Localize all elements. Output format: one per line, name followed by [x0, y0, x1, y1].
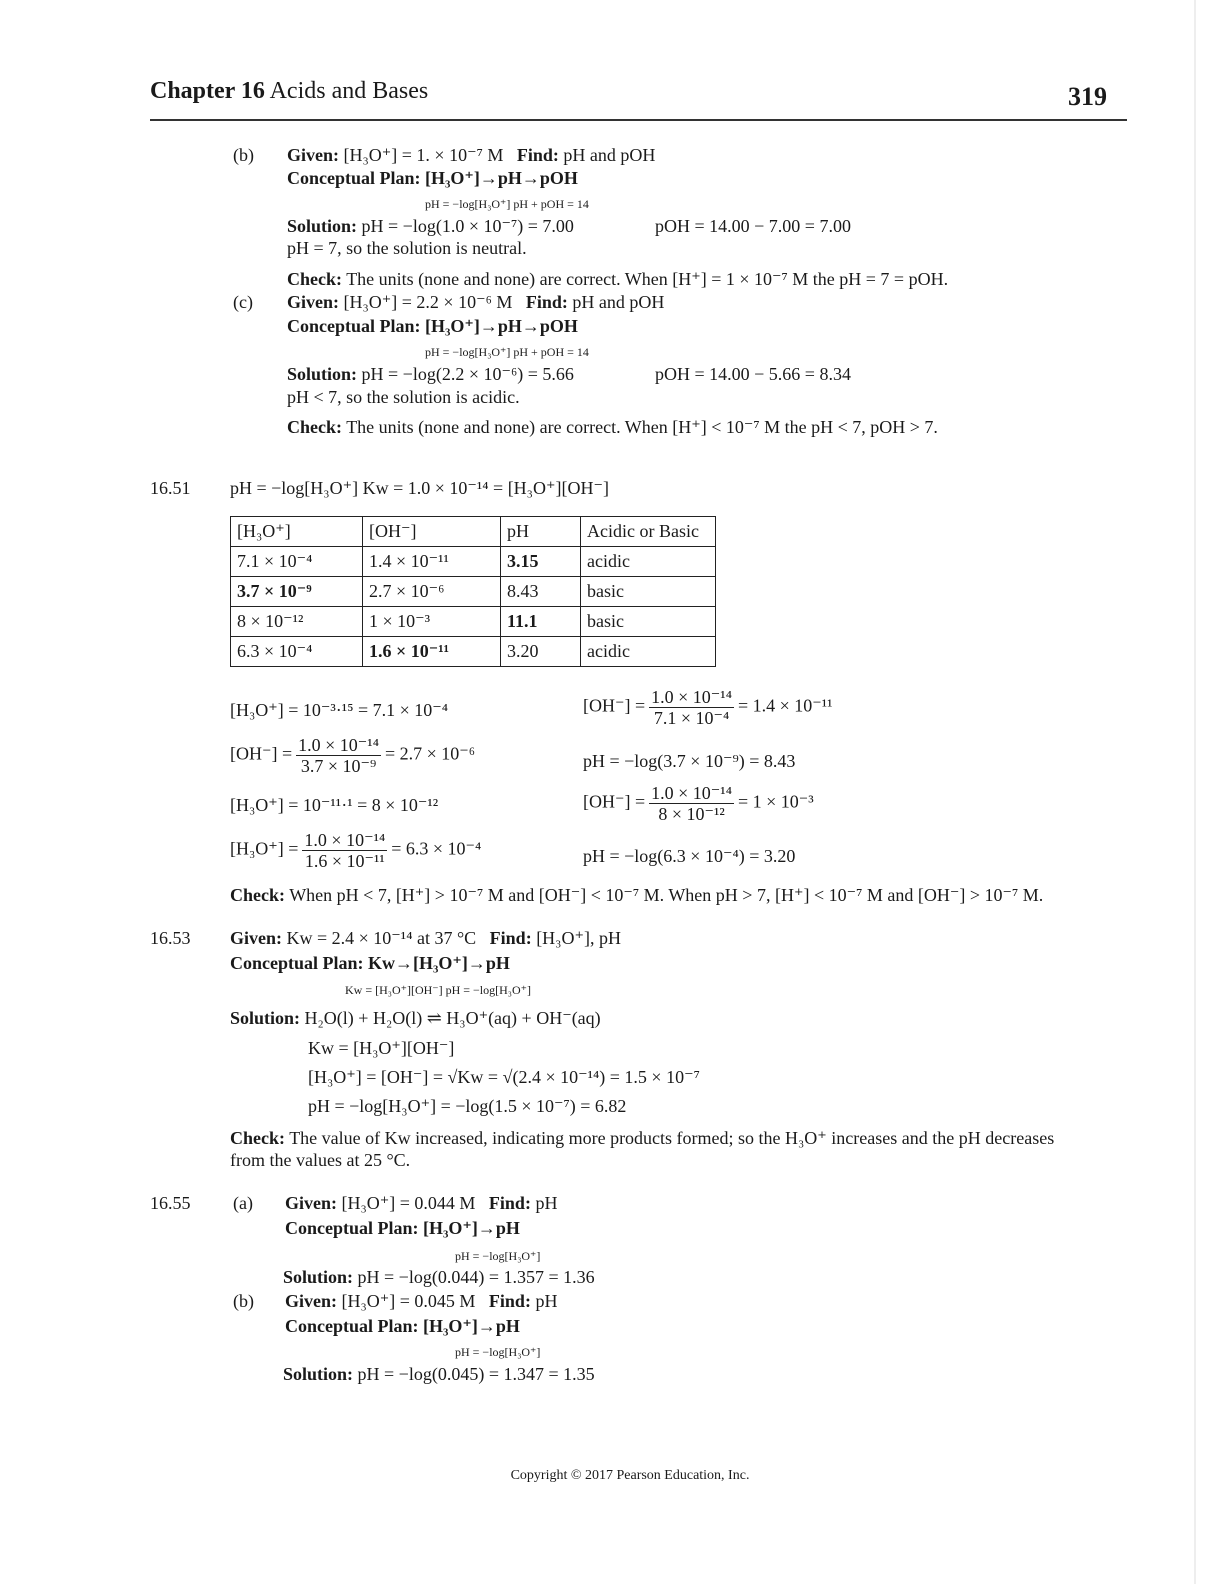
- fraction: [649, 687, 734, 728]
- plan-line: [287, 167, 578, 189]
- lhs: [H₃O⁺] =: [230, 838, 299, 859]
- equation: [H₃O⁺] = [OH⁻] = √Kw = √(2.4 × 10⁻¹⁴) = 1.5 × 10⁻⁷: [308, 1067, 700, 1087]
- given-label: Given:: [230, 928, 282, 948]
- plan-value: [H₃O⁺]→pH: [423, 1316, 520, 1336]
- fraction: [302, 830, 387, 871]
- check-value: The units (none and none) are correct. When [H⁺] < 10⁻⁷ M the pH < 7, pOH > 7.: [346, 417, 938, 437]
- copyright-footer: Copyright © 2017 Pearson Education, Inc.: [510, 1468, 750, 1483]
- table-header-row: [231, 517, 716, 547]
- solution-line: [287, 215, 574, 237]
- solution-value: pH = −log(1.0 × 10⁻⁷) = 7.00: [361, 216, 574, 236]
- header-rule: [150, 119, 1127, 121]
- lhs: [OH⁻] =: [583, 791, 646, 812]
- problem-number: 16.55: [150, 1193, 191, 1213]
- solution-line: [283, 1363, 595, 1385]
- solution-value: pH = −log(0.045) = 1.347 = 1.35: [357, 1364, 595, 1384]
- given-line: [285, 1192, 557, 1214]
- cell: 8.43: [501, 577, 581, 607]
- solution-label: Solution:: [230, 1008, 301, 1028]
- solution-label: Solution:: [283, 1267, 354, 1287]
- problem-number: 16.53: [150, 928, 191, 948]
- cell: 8 × 10⁻¹²: [231, 607, 363, 637]
- note: pH = 7, so the solution is neutral.: [287, 238, 527, 258]
- plan-equation: pH = −log[H₃O⁺]: [455, 1249, 541, 1263]
- cell: 6.3 × 10⁻⁴: [231, 637, 363, 667]
- check-line: [230, 884, 1043, 906]
- solution-value: H₂O(l) + H₂O(l) ⇌ H₃O⁺(aq) + OH⁻(aq): [304, 1008, 601, 1028]
- part-label: (b): [233, 1291, 254, 1311]
- given-value: [H₃O⁺] = 1. × 10⁻⁷ M: [343, 145, 504, 165]
- plan-line: [287, 315, 578, 337]
- check-line: [230, 1127, 1054, 1149]
- given-value: [H₃O⁺] = 0.045 M: [341, 1291, 476, 1311]
- find-value: pH: [535, 1291, 558, 1311]
- equation: [230, 830, 481, 871]
- page-number: 319: [1068, 82, 1107, 111]
- cell: 3.7 × 10⁻⁹: [231, 577, 363, 607]
- cell: 1.4 × 10⁻¹¹: [363, 547, 501, 577]
- find-label: Find:: [488, 1193, 531, 1213]
- given-line: [285, 1290, 557, 1312]
- plan-label: Conceptual Plan:: [285, 1218, 419, 1238]
- plan-value: Kw→[H₃O⁺]→pH: [368, 953, 510, 973]
- check-label: Check:: [287, 417, 342, 437]
- ph-table: [230, 516, 716, 667]
- header-oh: [OH⁻]: [363, 517, 501, 547]
- equation: Kw = [H₃O⁺][OH⁻]: [308, 1038, 455, 1058]
- plan-equation: pH = −log[H₃O⁺]: [455, 1345, 541, 1359]
- table-row: [231, 547, 716, 577]
- table-row: [231, 577, 716, 607]
- check-line: [287, 268, 948, 290]
- plan-equation: Kw = [H₃O⁺][OH⁻] pH = −log[H₃O⁺]: [345, 983, 531, 997]
- solution-label: Solution:: [287, 364, 358, 384]
- solution-line: [287, 363, 574, 385]
- table-row: [231, 637, 716, 667]
- cell: acidic: [581, 637, 716, 667]
- cell: basic: [581, 607, 716, 637]
- denominator: 1.6 × 10⁻¹¹: [304, 851, 385, 871]
- cell: 11.1: [501, 607, 581, 637]
- rhs: = 1.4 × 10⁻¹¹: [737, 695, 833, 716]
- equation: [583, 687, 833, 728]
- part-label: (a): [233, 1193, 253, 1213]
- plan-line: [285, 1315, 520, 1337]
- solution-value: pH = −log(2.2 × 10⁻⁶) = 5.66: [361, 364, 574, 384]
- lhs: [OH⁻] =: [230, 743, 293, 764]
- solution-line: [283, 1266, 595, 1288]
- plan-line: [285, 1217, 520, 1239]
- numerator: 1.0 × 10⁻¹⁴: [651, 687, 732, 707]
- chapter-number: Chapter 16: [150, 78, 265, 104]
- cell: acidic: [581, 547, 716, 577]
- plan-label: Conceptual Plan:: [287, 316, 421, 336]
- plan-label: Conceptual Plan:: [287, 168, 421, 188]
- denominator: 8 × 10⁻¹²: [658, 804, 725, 824]
- numerator: 1.0 × 10⁻¹⁴: [304, 830, 386, 850]
- solution-label: Solution:: [283, 1364, 354, 1384]
- chapter-header: [150, 78, 428, 105]
- find-label: Find:: [488, 1291, 531, 1311]
- solution-line: [230, 1007, 601, 1029]
- check-value: The units (none and none) are correct. When [H⁺] = 1 × 10⁻⁷ M the pH = 7 = pOH.: [346, 269, 949, 289]
- given-label: Given:: [287, 145, 339, 165]
- plan-value: [H₃O⁺]→pH: [423, 1218, 520, 1238]
- equation: pH = −log(3.7 × 10⁻⁹) = 8.43: [583, 751, 796, 771]
- given-value: Kw = 2.4 × 10⁻¹⁴ at 37 °C: [286, 928, 477, 948]
- equation: [H₃O⁺] = 10⁻³·¹⁵ = 7.1 × 10⁻⁴: [230, 700, 449, 720]
- problem-number: 16.51: [150, 478, 191, 498]
- numerator: 1.0 × 10⁻¹⁴: [298, 735, 379, 755]
- solution-label: Solution:: [287, 216, 358, 236]
- fraction: [296, 735, 381, 776]
- plan-line: [230, 952, 510, 974]
- page-edge: [1194, 0, 1196, 1584]
- given-value: [H₃O⁺] = 2.2 × 10⁻⁶ M: [343, 292, 513, 312]
- given-line: [287, 144, 655, 166]
- lhs: [OH⁻] =: [583, 695, 646, 716]
- given-line: [287, 291, 664, 313]
- find-label: Find:: [489, 928, 532, 948]
- given-line: [230, 927, 621, 949]
- rhs: = 2.7 × 10⁻⁶: [384, 743, 476, 764]
- numerator: 1.0 × 10⁻¹⁴: [651, 783, 732, 803]
- check-value: When pH < 7, [H⁺] > 10⁻⁷ M and [OH⁻] < 10⁻⁷ M. When pH > 7, [H⁺] < 10⁻⁷ M and [OH⁻] > 10⁻⁷ M.: [289, 885, 1044, 905]
- check-label: Check:: [230, 885, 285, 905]
- cell: 1.6 × 10⁻¹¹: [363, 637, 501, 667]
- header-acidic-basic: Acidic or Basic: [581, 517, 716, 547]
- check-continuation: from the values at 25 °C.: [230, 1150, 411, 1170]
- equation: pH = −log[H₃O⁺] = −log(1.5 × 10⁻⁷) = 6.82: [308, 1096, 627, 1116]
- equation: [583, 783, 814, 824]
- plan-label: Conceptual Plan:: [285, 1316, 419, 1336]
- find-label: Find:: [516, 145, 559, 165]
- rhs: = 1 × 10⁻³: [737, 791, 814, 812]
- given-label: Given:: [285, 1193, 337, 1213]
- cell: 3.15: [501, 547, 581, 577]
- table-row: [231, 607, 716, 637]
- check-value: The value of Kw increased, indicating more products formed; so the H₃O⁺ increases and the pH decreases: [289, 1128, 1055, 1148]
- equation: [H₃O⁺] = 10⁻¹¹·¹ = 8 × 10⁻¹²: [230, 795, 439, 815]
- given-value: [H₃O⁺] = 0.044 M: [341, 1193, 476, 1213]
- fraction: [649, 783, 734, 824]
- part-label: (b): [233, 145, 254, 165]
- find-value: pH and pOH: [563, 145, 656, 165]
- header-ph: pH: [501, 517, 581, 547]
- plan-equation: pH = −log[H₃O⁺] pH + pOH = 14: [425, 345, 589, 359]
- equation: [230, 735, 475, 776]
- find-value: [H₃O⁺], pH: [536, 928, 621, 948]
- solution-poh: pOH = 14.00 − 5.66 = 8.34: [655, 364, 851, 384]
- cell: 3.20: [501, 637, 581, 667]
- cell: 2.7 × 10⁻⁶: [363, 577, 501, 607]
- intro-equation: pH = −log[H₃O⁺] Kw = 1.0 × 10⁻¹⁴ = [H₃O⁺][OH⁻]: [230, 478, 609, 498]
- find-value: pH and pOH: [572, 292, 665, 312]
- cell: 1 × 10⁻³: [363, 607, 501, 637]
- plan-label: Conceptual Plan:: [230, 953, 364, 973]
- check-label: Check:: [230, 1128, 285, 1148]
- given-label: Given:: [285, 1291, 337, 1311]
- denominator: 7.1 × 10⁻⁴: [653, 708, 730, 728]
- header-h3o: [H₃O⁺]: [231, 517, 363, 547]
- chapter-title: Acids and Bases: [269, 78, 429, 104]
- cell: basic: [581, 577, 716, 607]
- equation: pH = −log(6.3 × 10⁻⁴) = 3.20: [583, 846, 796, 866]
- part-label: (c): [233, 292, 253, 312]
- denominator: 3.7 × 10⁻⁹: [300, 756, 377, 776]
- plan-equation: pH = −log[H₃O⁺] pH + pOH = 14: [425, 197, 589, 211]
- plan-value: [H₃O⁺]→pH→pOH: [425, 168, 578, 188]
- note: pH < 7, so the solution is acidic.: [287, 387, 520, 407]
- find-label: Find:: [525, 292, 568, 312]
- check-line: [287, 416, 938, 438]
- rhs: = 6.3 × 10⁻⁴: [391, 838, 482, 859]
- given-label: Given:: [287, 292, 339, 312]
- solution-poh: pOH = 14.00 − 7.00 = 7.00: [655, 216, 851, 236]
- solution-value: pH = −log(0.044) = 1.357 = 1.36: [357, 1267, 595, 1287]
- cell: 7.1 × 10⁻⁴: [231, 547, 363, 577]
- find-value: pH: [535, 1193, 558, 1213]
- plan-value: [H₃O⁺]→pH→pOH: [425, 316, 578, 336]
- check-label: Check:: [287, 269, 342, 289]
